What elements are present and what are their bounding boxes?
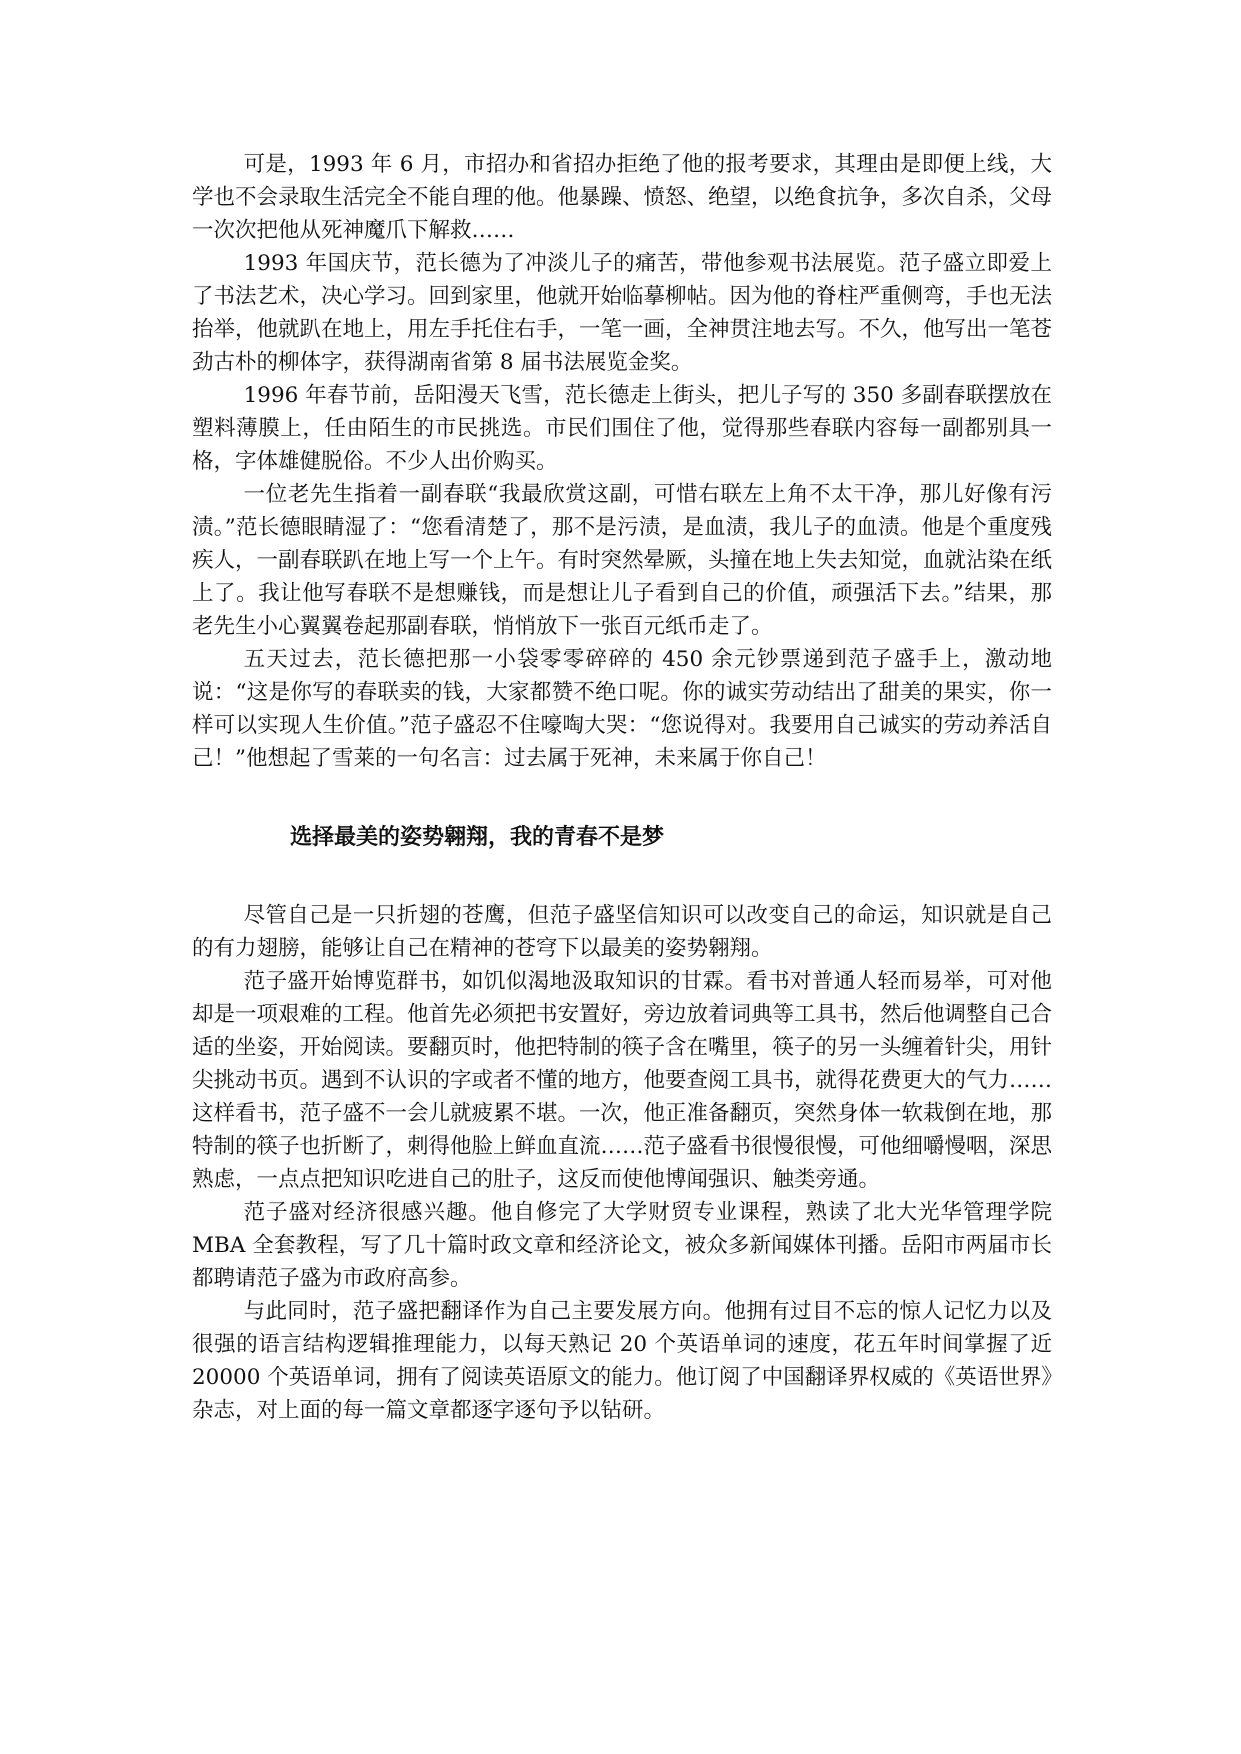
document-page <box>192 148 1052 1427</box>
body-paragraph: 五天过去，范长德把那一小袋零零碎碎的 450 余元钞票递到范子盛手上，激动地说：“这是你写的春联卖的钱，大家都赞不绝口呢。你的诚实劳动结出了甜美的果实，你一样可以实现人生价值。”范子盛忍不住嚎啕大哭：“您说得对。我要用自己诚实的劳动养活自己！”他想起了雪莱的一句名言：过去属于死神，未来属于你自己！ <box>192 647 1052 771</box>
body-paragraph: 一位老先生指着一副春联“我最欣赏这副，可惜右联左上角不太干净，那儿好像有污渍。”范长德眼睛湿了：“您看清楚了，那不是污渍，是血渍，我儿子的血渍。他是个重度残疾人，一副春联趴在地上写一个上午。有时突然晕厥，头撞在地上失去知觉，血就沾染在纸上了。我让他写春联不是想赚钱，而是想让儿子看到自己的价值，顽强活下去。”结果，那老先生小心翼翼卷起那副春联，悄悄放下一张百元纸币走了。 <box>192 482 1053 639</box>
body-paragraph: 1996 年春节前，岳阳漫天飞雪，范长德走上街头，把儿子写的 350 多副春联摆放在塑料薄膜上，任由陌生的市民挑选。市民们围住了他，觉得那些春联内容每一副都别具一格，字体雄健脱俗。不少人出价购买。 <box>192 383 1052 474</box>
body-paragraph: 可是，1993 年 6 月，市招办和省招办拒绝了他的报考要求，其理由是即便上线，大学也不会录取生活完全不能自理的他。他暴躁、愤怒、绝望，以绝食抗争，多次自杀，父母一次次把他从死神魔爪下解救…… <box>192 152 1053 243</box>
body-paragraph: 范子盛对经济很感兴趣。他自修完了大学财贸专业课程，熟读了北大光华管理学院 MBA 全套教程，写了几十篇时政文章和经济论文，被众多新闻媒体刊播。岳阳市两届市长都聘请范子盛为市政府高参。 <box>192 1200 1052 1291</box>
body-paragraph: 这样看书，范子盛不一会儿就疲累不堪。一次，他正准备翻页，突然身体一软栽倒在地，那特制的筷子也折断了，刺得他脸上鲜血直流……范子盛看书很慢很慢，可他细嚼慢咽，深思熟虑，一点点把知识吃进自己的肚子，这反而使他博闻强识、触类旁通。 <box>192 1101 1053 1192</box>
section-heading: 选择最美的姿势翱翔，我的青春不是梦 <box>290 825 665 850</box>
body-paragraph: 1993 年国庆节，范长德为了冲淡儿子的痛苦，带他参观书法展览。范子盛立即爱上了书法艺术，决心学习。回到家里，他就开始临摹柳帖。因为他的脊柱严重侧弯，手也无法抬举，他就趴在地上，用左手托住右手，一笔一画，全神贯注地去写。不久，他写出一笔苍劲古朴的柳体字，获得湖南省第 8 届书法展览金奖。 <box>192 251 1053 375</box>
body-paragraph: 与此同时，范子盛把翻译作为自己主要发展方向。他拥有过目不忘的惊人记忆力以及很强的语言结构逻辑推理能力，以每天熟记 20 个英语单词的速度，花五年时间掌握了近 20000 个英语单词，拥有了阅读英语原文的能力。他订阅了中国翻译界权威的《英语世界》杂志，对上面的每一篇文章都逐字逐句予以钻研。 <box>192 1299 1052 1423</box>
body-paragraph: 范子盛开始博览群书，如饥似渴地汲取知识的甘霖。看书对普通人轻而易举，可对他却是一项艰难的工程。他首先必须把书安置好，旁边放着词典等工具书，然后他调整自己合适的坐姿，开始阅读。要翻页时，他把特制的筷子含在嘴里，筷子的另一头缠着针尖，用针尖挑动书页。遇到不认识的字或者不懂的地方，他要查阅工具书，就得花费更大的气力…… <box>192 969 1053 1093</box>
body-paragraph: 尽管自己是一只折翅的苍鹰，但范子盛坚信知识可以改变自己的命运，知识就是自己的有力翅膀，能够让自己在精神的苍穹下以最美的姿势翱翔。 <box>192 903 1052 961</box>
